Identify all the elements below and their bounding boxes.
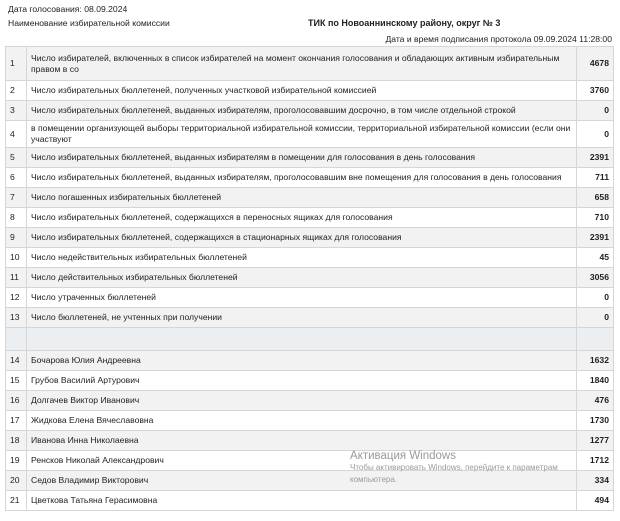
row-value: 494 <box>577 491 614 511</box>
row-label: Число погашенных избирательных бюллетеней <box>27 188 577 208</box>
row-value: 45 <box>577 248 614 268</box>
row-number: 9 <box>6 228 27 248</box>
row-value: 711 <box>577 168 614 188</box>
row-number: 2 <box>6 81 27 101</box>
table-row <box>6 121 614 148</box>
row-label: Иванова Инна Николаевна <box>27 431 577 451</box>
watermark-title: Активация Windows <box>350 450 456 462</box>
row-value: 0 <box>577 101 614 121</box>
table-row <box>6 431 614 451</box>
row-label: Число избирательных бюллетеней, выданных избирателям, проголосовавшим вне помещения для голосования в день голосования <box>27 168 577 188</box>
row-label: Число действительных избирательных бюллетеней <box>27 268 577 288</box>
row-value: 2391 <box>577 148 614 168</box>
row-value: 0 <box>577 288 614 308</box>
row-number: 17 <box>6 411 27 431</box>
row-label: Число недействительных избирательных бюллетеней <box>27 248 577 268</box>
row-number: 14 <box>6 351 27 371</box>
row-number: 5 <box>6 148 27 168</box>
row-label: Цветкова Татьяна Герасимовна <box>27 491 577 511</box>
commission-label: Наименование избирательной комиссии <box>8 18 170 28</box>
row-value: 3760 <box>577 81 614 101</box>
row-value: 1712 <box>577 451 614 471</box>
row-label: Число избирательных бюллетеней, выданных избирателям в помещении для голосования в день голосования <box>27 148 577 168</box>
row-value: 710 <box>577 208 614 228</box>
table-row <box>6 411 614 431</box>
table-row <box>6 168 614 188</box>
row-value: 2391 <box>577 228 614 248</box>
row-value: 1730 <box>577 411 614 431</box>
row-number: 21 <box>6 491 27 511</box>
table-row <box>6 391 614 411</box>
table-row <box>6 268 614 288</box>
row-number: 10 <box>6 248 27 268</box>
watermark-line: Чтобы активировать Windows, перейдите к параметрам <box>350 463 558 472</box>
protocol-signed <box>385 34 612 44</box>
table-row <box>6 471 614 491</box>
row-label: Бочарова Юлия Андреевна <box>27 351 577 371</box>
row-number: 20 <box>6 471 27 491</box>
row-label: Долгачев Виктор Иванович <box>27 391 577 411</box>
row-number: 12 <box>6 288 27 308</box>
table-row <box>6 228 614 248</box>
row-label: Число бюллетеней, не учтенных при получении <box>27 308 577 328</box>
row-value: 0 <box>577 308 614 328</box>
row-label: Число избирательных бюллетеней, полученных участковой избирательной комиссией <box>27 81 577 101</box>
row-number <box>6 328 27 351</box>
row-label: Грубов Василий Артурович <box>27 371 577 391</box>
row-label: Число избирателей, включенных в список избирателей на момент окончания голосования и обладающих активным избирательным правом в со <box>27 47 577 81</box>
row-number: 3 <box>6 101 27 121</box>
table-row <box>6 101 614 121</box>
table-row <box>6 351 614 371</box>
separator-row <box>6 328 614 351</box>
row-label: Ренсков Николай Александрович <box>27 451 577 471</box>
table-row <box>6 81 614 101</box>
table-row <box>6 148 614 168</box>
table-row <box>6 47 614 81</box>
row-number: 4 <box>6 121 27 148</box>
table-row <box>6 288 614 308</box>
row-label: Число избирательных бюллетеней, выданных избирателям, проголосовавшим досрочно, в том числе отдельной строкой <box>27 101 577 121</box>
vote-date <box>8 4 127 14</box>
row-label: Число избирательных бюллетеней, содержащихся в переносных ящиках для голосования <box>27 208 577 228</box>
row-value: 1277 <box>577 431 614 451</box>
row-number: 8 <box>6 208 27 228</box>
watermark-line: компьютера. <box>350 475 398 484</box>
row-label: Жидкова Елена Вячеславовна <box>27 411 577 431</box>
table-row <box>6 371 614 391</box>
row-number: 15 <box>6 371 27 391</box>
row-label: Число утраченных бюллетеней <box>27 288 577 308</box>
table-row <box>6 451 614 471</box>
row-number: 19 <box>6 451 27 471</box>
row-number: 13 <box>6 308 27 328</box>
row-number: 6 <box>6 168 27 188</box>
table-row <box>6 188 614 208</box>
results-table <box>5 46 614 511</box>
row-label: Число избирательных бюллетеней, содержащихся в стационарных ящиках для голосования <box>27 228 577 248</box>
table-row <box>6 208 614 228</box>
table-row <box>6 248 614 268</box>
row-value: 1632 <box>577 351 614 371</box>
vote-date-value: 08.09.2024 <box>84 4 128 14</box>
row-value: 476 <box>577 391 614 411</box>
row-value: 1840 <box>577 371 614 391</box>
row-value <box>577 328 614 351</box>
tik-title: ТИК по Новоаннинскому району, округ № 3 <box>308 18 501 28</box>
row-number: 18 <box>6 431 27 451</box>
row-value: 3056 <box>577 268 614 288</box>
row-label: в помещении организующей выборы территориальной избирательной комиссии, территориальной избирательной комиссии (если они участвуют <box>27 121 577 148</box>
protocol-signed-label: Дата и время подписания протокола <box>385 34 532 44</box>
table-row <box>6 491 614 511</box>
table-row <box>6 308 614 328</box>
row-number: 7 <box>6 188 27 208</box>
row-number: 1 <box>6 47 27 81</box>
row-label: Седов Владимир Викторович <box>27 471 577 491</box>
row-label <box>27 328 577 351</box>
row-value: 334 <box>577 471 614 491</box>
protocol-signed-datetime: 09.09.2024 11:28:00 <box>533 34 612 44</box>
row-value: 0 <box>577 121 614 148</box>
row-value: 658 <box>577 188 614 208</box>
row-number: 11 <box>6 268 27 288</box>
row-number: 16 <box>6 391 27 411</box>
row-value: 4678 <box>577 47 614 81</box>
vote-date-label: Дата голосования: <box>8 4 82 14</box>
